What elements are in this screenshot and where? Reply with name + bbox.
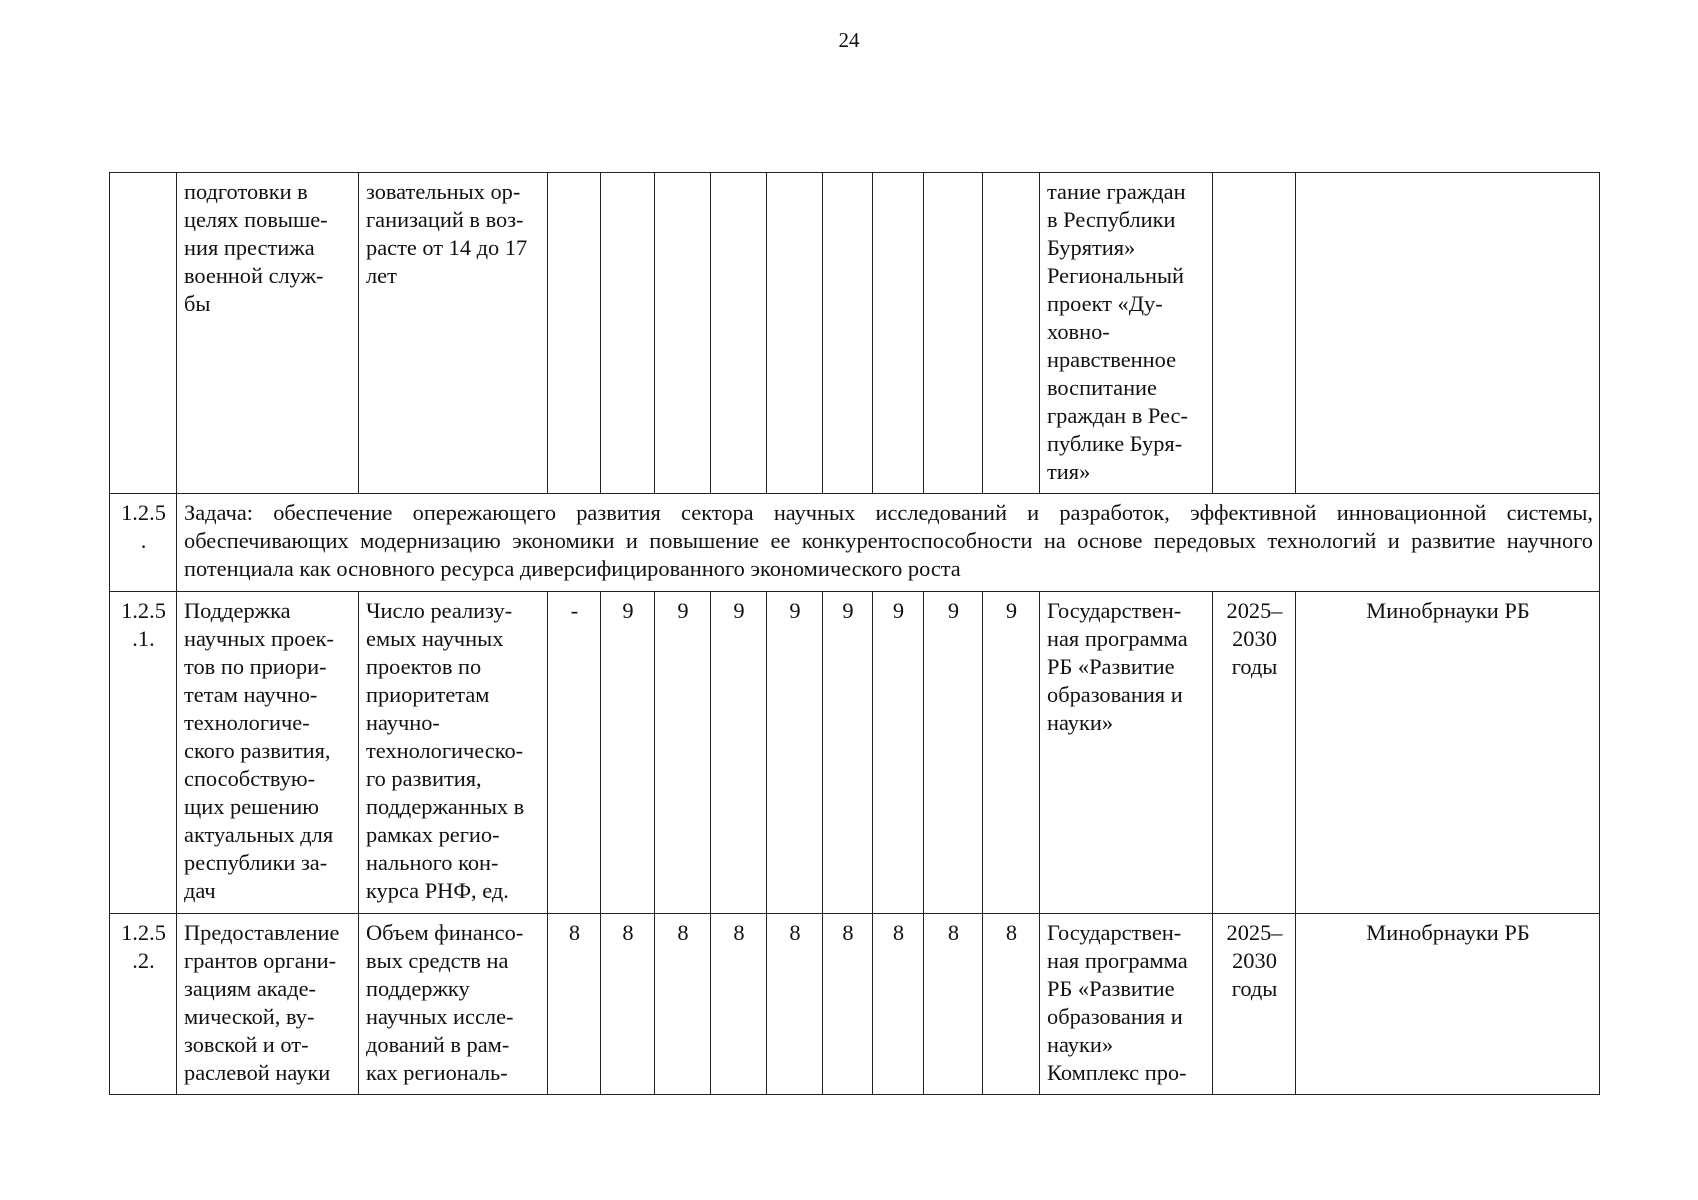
event-cell: Поддержка научных проек- тов по приори- тетам научно- технологиче- ского развития, способствую- щих решению актуальных для республики за- дач xyxy=(177,592,359,914)
table-row xyxy=(110,173,1600,494)
period-cell: 2025– 2030 годы xyxy=(1213,914,1296,1095)
executor-cell: Минобрнауки РБ xyxy=(1296,592,1600,914)
indicator-cell: Число реализу- емых научных проектов по приоритетам научно- технологическо- го развития, поддержанных в рамках регио- нального кон- курса РНФ, ед. xyxy=(359,592,548,914)
row-number xyxy=(110,173,177,494)
value-cell: 8 xyxy=(873,914,924,1095)
value-cell xyxy=(767,173,823,494)
value-cell: 9 xyxy=(711,592,767,914)
indicator-cell: зовательных ор- ганизаций в воз- расте от 14 до 17 лет xyxy=(359,173,548,494)
value-cell: 9 xyxy=(823,592,873,914)
task-text: Задача: обеспечение опережающего развития сектора научных исследований и разработок, эффективной инновационной системы, обеспечивающих модернизацию экономики и повышение ее конкурентоспособности на основе передовых технологий и развитие научного потенциала как основного ресурса диверсифицированного экономического роста xyxy=(177,494,1600,592)
value-cell xyxy=(823,173,873,494)
value-cell: 9 xyxy=(601,592,655,914)
value-cell xyxy=(924,173,983,494)
period-cell: 2025– 2030 годы xyxy=(1213,592,1296,914)
indicator-cell: Объем финансо- вых средств на поддержку научных иссле- дований в рам- ках региональ- xyxy=(359,914,548,1095)
value-cell xyxy=(983,173,1040,494)
value-cell: 8 xyxy=(767,914,823,1095)
value-cell: 8 xyxy=(655,914,711,1095)
value-cell: 9 xyxy=(767,592,823,914)
value-cell: 8 xyxy=(823,914,873,1095)
value-cell: 8 xyxy=(548,914,601,1095)
executor-cell xyxy=(1296,173,1600,494)
value-cell: 9 xyxy=(655,592,711,914)
period-cell xyxy=(1213,173,1296,494)
value-cell xyxy=(655,173,711,494)
event-cell: подготовки в целях повыше- ния престижа военной служ- бы xyxy=(177,173,359,494)
executor-cell: Минобрнауки РБ xyxy=(1296,914,1600,1095)
program-events-table xyxy=(109,172,1600,1095)
row-number: 1.2.5 . xyxy=(110,494,177,592)
value-cell: 9 xyxy=(983,592,1040,914)
program-cell: Государствен- ная программа РБ «Развитие образования и науки» xyxy=(1040,592,1213,914)
value-cell: 9 xyxy=(873,592,924,914)
task-row xyxy=(110,494,1600,592)
value-cell: 8 xyxy=(983,914,1040,1095)
value-cell xyxy=(711,173,767,494)
row-number: 1.2.5 .1. xyxy=(110,592,177,914)
program-cell: Государствен- ная программа РБ «Развитие образования и науки» Комплекс про- xyxy=(1040,914,1213,1095)
value-cell: 8 xyxy=(711,914,767,1095)
value-cell xyxy=(873,173,924,494)
value-cell xyxy=(601,173,655,494)
row-number: 1.2.5 .2. xyxy=(110,914,177,1095)
value-cell: 9 xyxy=(924,592,983,914)
event-cell: Предоставление грантов органи- зациям акаде- мической, ву- зовской и от- раслевой науки xyxy=(177,914,359,1095)
table-row xyxy=(110,914,1600,1095)
table-row xyxy=(110,592,1600,914)
value-cell xyxy=(548,173,601,494)
page-number: 24 xyxy=(838,28,860,52)
value-cell: - xyxy=(548,592,601,914)
value-cell: 8 xyxy=(924,914,983,1095)
program-cell: тание граждан в Республики Бурятия» Региональный проект «Ду- ховно- нравственное воспитание граждан в Рес- публике Буря- тия» xyxy=(1040,173,1213,494)
value-cell: 8 xyxy=(601,914,655,1095)
